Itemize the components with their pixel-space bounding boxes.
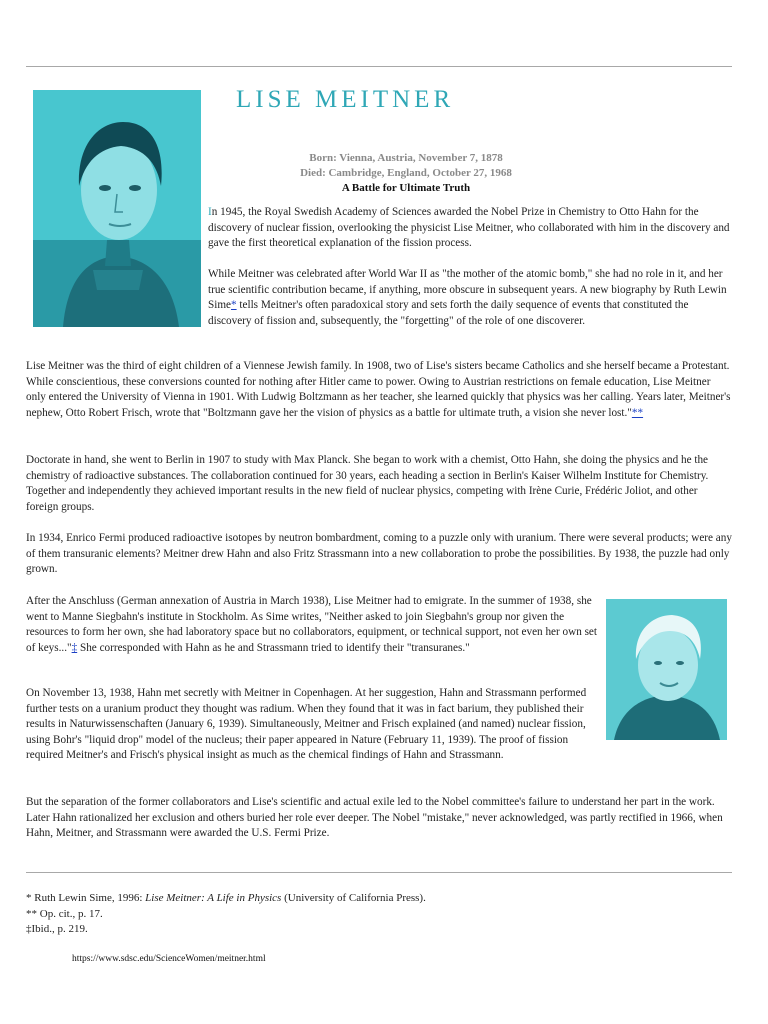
portrait-older-image: [606, 599, 727, 740]
footnote-1-text-after: (University of California Press).: [281, 892, 426, 904]
footnote-link-1[interactable]: *: [231, 299, 237, 312]
paragraph-6-text-after: She corresponded with Hahn as he and Strassmann tried to identify their "transuranes.": [77, 641, 470, 654]
footnote-2: ** Op. cit., p. 17.: [26, 908, 103, 920]
article-subtitle: A Battle for Ultimate Truth: [341, 182, 471, 194]
portrait-young-image: [33, 90, 201, 327]
paragraph-5: In 1934, Enrico Fermi produced radioactive isotopes by neutron bombardment, coming to a puzzle only with uranium. There were several products; were any of them transuranic elements? Meitner drew Hahn and also Fritz Strassmann into a new collaboration to probe the possibilities. By 1938, the puzzle had only grown.: [26, 532, 732, 576]
footnote-link-3[interactable]: ‡: [71, 641, 78, 654]
footnote-1: [26, 891, 426, 906]
paragraph-3: [26, 359, 732, 421]
paragraph-6-text: After the Anschluss (German annexation of Austria in March 1938), Lise Meitner had to emigrate. In the summer of 1938, she went to Manne Siegbahn's institute in Stockholm. As Sime writes, "Neither asked to join Siegbahn's group nor given the resources to form her own, she had laboratory space but no collaborators, equipment, or technical support, not even her own set of keys...": [26, 595, 598, 654]
footnote-link-2[interactable]: **: [631, 406, 644, 419]
paragraph-8: But the separation of the former collaborators and Lise's scientific and actual exile led to the Nobel committee's failure to understand her part in the work. Later Hahn rationalized her exclusion and others buried her role ever deeper. The Nobel "mistake," never acknowledged, was partly rectified in 1966, when Hahn, Meitner, and Strassmann were awarded the U.S. Fermi Prize.: [26, 796, 723, 840]
portrait-older-meitner: [606, 599, 727, 740]
footnote-3: ‡Ibid., p. 219.: [26, 923, 88, 935]
born-line: Born: Vienna, Austria, November 7, 1878: [309, 152, 503, 164]
paragraph-4: Doctorate in hand, she went to Berlin in 1907 to study with Max Planck. She began to work with a chemist, Otto Hahn, she doing the physics and he the chemistry of radioactive substances. The collaboration continued for 30 years, each heading a section in Berlin's Kaiser Wilhelm Institute for Chemistry. Together and independently they achieved important results in the new field of nuclear physics, competing with Irène Curie, Frédéric Joliot, and other foreign groups.: [26, 454, 709, 513]
top-divider: [26, 66, 732, 67]
died-line: Died: Cambridge, England, October 27, 1968: [300, 167, 512, 179]
paragraph-1: [208, 205, 732, 252]
page-title: LISE MEITNER: [236, 86, 455, 113]
paragraph-2-text: While Meitner was celebrated after World War II as "the mother of the atomic bomb," she had no role in it, and her true scientific contribution became, if anything, more obscure in subsequent years. A new biography by Ruth Lewin Sime: [208, 268, 727, 312]
paragraph-7: On November 13, 1938, Hahn met secretly with Meitner in Copenhagen. At her suggestion, Hahn and Strassmann performed further tests on a uranium product they thought was radium. When they found that it was in fact barium, they published their results in Naturwissenschaften (January 6, 1939). Simultaneously, Meitner and Frisch explained (and named) nuclear fission, using Bohr's "liquid drop" model of the nucleus; their paper appeared in Nature (February 11, 1939). The proof of fission required Meitner's and Frisch's physical insight as much as the chemical findings of Hahn and Strassmann.: [26, 687, 587, 762]
paragraph-6: [26, 594, 598, 656]
footnote-1-book-title: Lise Meitner: A Life in Physics: [145, 892, 282, 904]
footnote-1-text: * Ruth Lewin Sime, 1996:: [26, 892, 146, 904]
paragraph-3-text: Lise Meitner was the third of eight children of a Viennese Jewish family. In 1908, two of Lise's sisters became Catholics and she herself became a Protestant. While conscientious, these conversions counted for nothing after Hitler came to power. Owing to Austrian restrictions on female education, Lise Meitner only entered the University of Vienna in 1901. With Ludwig Boltzmann as her teacher, she learned quickly that physics was her calling. Years later, Meitner's nephew, Otto Robert Frisch, wrote that "Boltzmann gave her the vision of physics as a battle for ultimate truth, a vision she never lost.": [26, 360, 731, 419]
drop-cap: I: [208, 206, 212, 218]
footnote-divider: [26, 872, 732, 873]
paragraph-1-text: n 1945, the Royal Swedish Academy of Sciences awarded the Nobel Prize in Chemistry to Otto Hahn for the discovery of nuclear fission, overlooking the physicist Lise Meitner, who collaborated with him in the discovery and gave the first theoretical explanation of the fission process.: [208, 206, 730, 250]
paragraph-2: [208, 267, 732, 329]
source-url: https://www.sdsc.edu/ScienceWomen/meitner.html: [72, 954, 266, 964]
portrait-young-meitner: [33, 90, 201, 327]
paragraph-2-text-after: tells Meitner's often paradoxical story and sets forth the daily sequence of events that constituted the discovery of fission and, subsequently, the "forgetting" of the role of one discoverer.: [208, 299, 689, 327]
